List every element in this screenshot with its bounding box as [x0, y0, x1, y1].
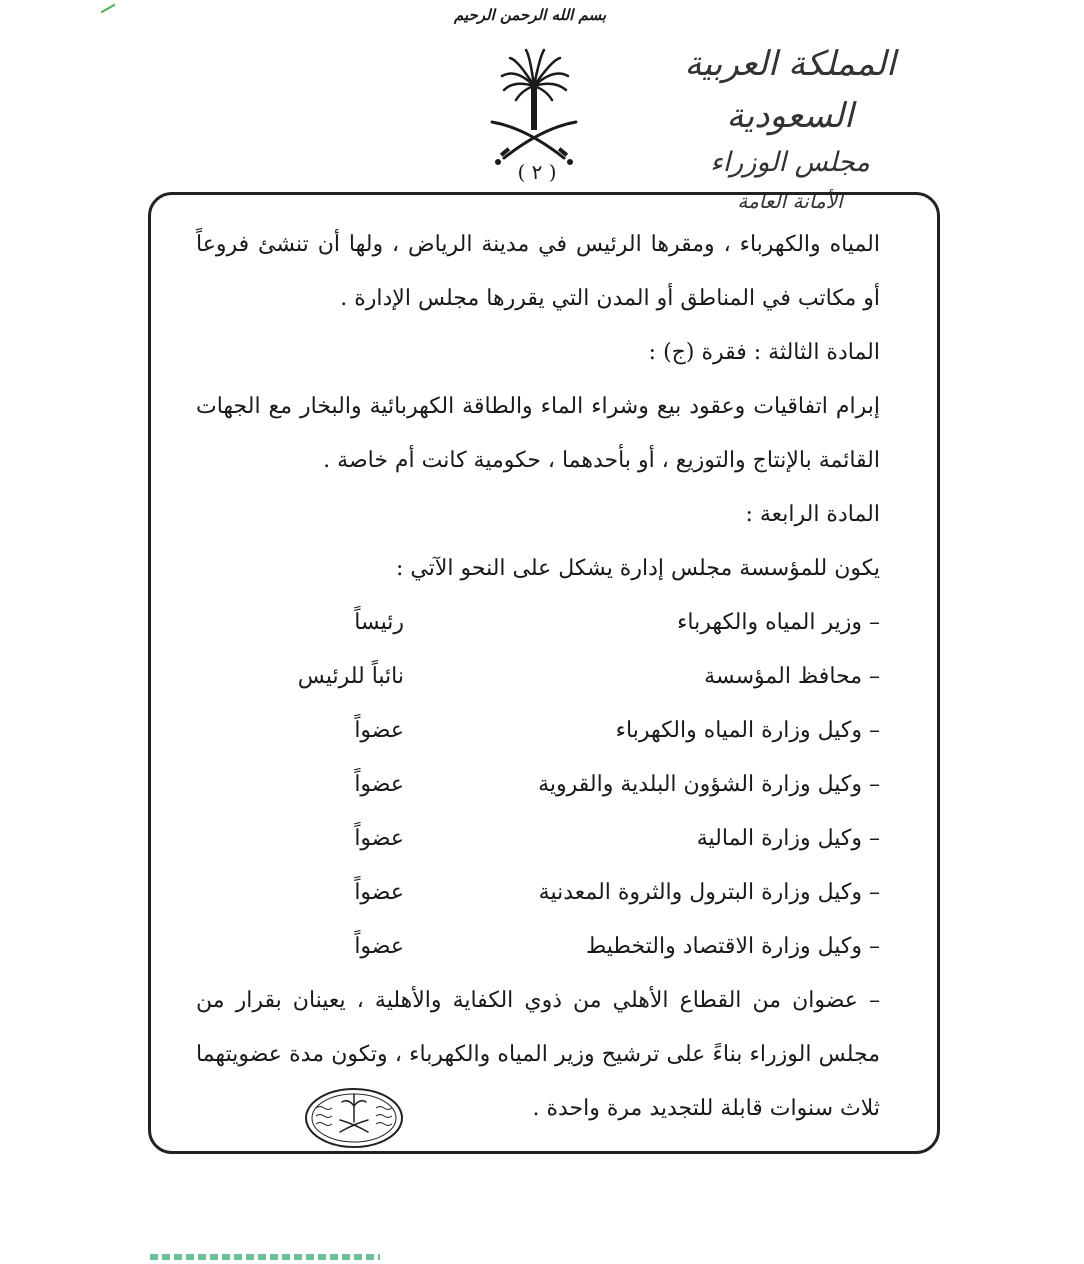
- article-4-heading: المادة الرابعة :: [745, 502, 880, 527]
- board-member-row: [196, 812, 880, 866]
- member-role: عضواً: [354, 934, 404, 959]
- member-name: – وزير المياه والكهرباء: [677, 610, 880, 635]
- palm-swords-emblem-icon: [486, 46, 582, 172]
- document-body: [196, 218, 880, 1136]
- official-seal-icon: [304, 1086, 404, 1150]
- member-role: نائباً للرئيس: [297, 664, 404, 689]
- basmala: بسم الله الرحمن الرحيم: [453, 6, 607, 24]
- scan-bottom-noise: [150, 1254, 380, 1260]
- member-name: – وكيل وزارة الشؤون البلدية والقروية: [538, 772, 880, 797]
- board-member-row: [196, 758, 880, 812]
- board-member-row: [196, 704, 880, 758]
- body-line: المياه والكهرباء ، ومقرها الرئيس في مدينة الرياض ، ولها أن تنشئ فروعاً: [196, 232, 880, 257]
- letterhead: [640, 38, 940, 218]
- body-line: إبرام اتفاقيات وعقود بيع وشراء الماء والطاقة الكهربائية والبخار مع الجهات: [196, 394, 880, 419]
- letterhead-council: مجلس الوزراء: [710, 147, 870, 178]
- member-role: عضواً: [354, 772, 404, 797]
- article-3-heading: المادة الثالثة : فقرة (ج) :: [648, 340, 880, 365]
- member-name: – وكيل وزارة المياه والكهرباء: [615, 718, 880, 743]
- board-member-row: [196, 920, 880, 974]
- member-role: عضواً: [354, 826, 404, 851]
- letterhead-secretariat: الأمانة العامة: [737, 189, 843, 213]
- body-line: القائمة بالإنتاج والتوزيع ، أو بأحدهما ، حكومية كانت أم خاصة .: [323, 448, 880, 473]
- member-name: – وكيل وزارة المالية: [696, 826, 880, 851]
- board-member-row: [196, 650, 880, 704]
- body-line: ثلاث سنوات قابلة للتجديد مرة واحدة .: [532, 1096, 880, 1121]
- member-name: – وكيل وزارة البترول والثروة المعدنية: [538, 880, 880, 905]
- member-name: – محافظ المؤسسة: [704, 664, 880, 689]
- article-4-intro: يكون للمؤسسة مجلس إدارة يشكل على النحو الآتي :: [395, 556, 880, 581]
- board-member-row: [196, 596, 880, 650]
- member-name: – وكيل وزارة الاقتصاد والتخطيط: [585, 934, 880, 959]
- body-line: أو مكاتب في المناطق أو المدن التي يقررها مجلس الإدارة .: [340, 286, 880, 311]
- member-role: عضواً: [354, 718, 404, 743]
- board-member-row: [196, 866, 880, 920]
- member-role: عضواً: [354, 880, 404, 905]
- body-line: مجلس الوزراء بناءً على ترشيح وزير المياه والكهرباء ، وتكون مدة عضويتهما: [196, 1042, 880, 1067]
- member-role: رئيساً: [354, 610, 404, 635]
- scan-corner-mark: [97, 0, 116, 13]
- letterhead-kingdom: المملكة العربية السعودية: [684, 44, 896, 136]
- body-line: – عضوان من القطاع الأهلي من ذوي الكفاية والأهلية ، يعينان بقرار من: [196, 988, 880, 1013]
- page-number: ( ٢ ): [517, 160, 557, 184]
